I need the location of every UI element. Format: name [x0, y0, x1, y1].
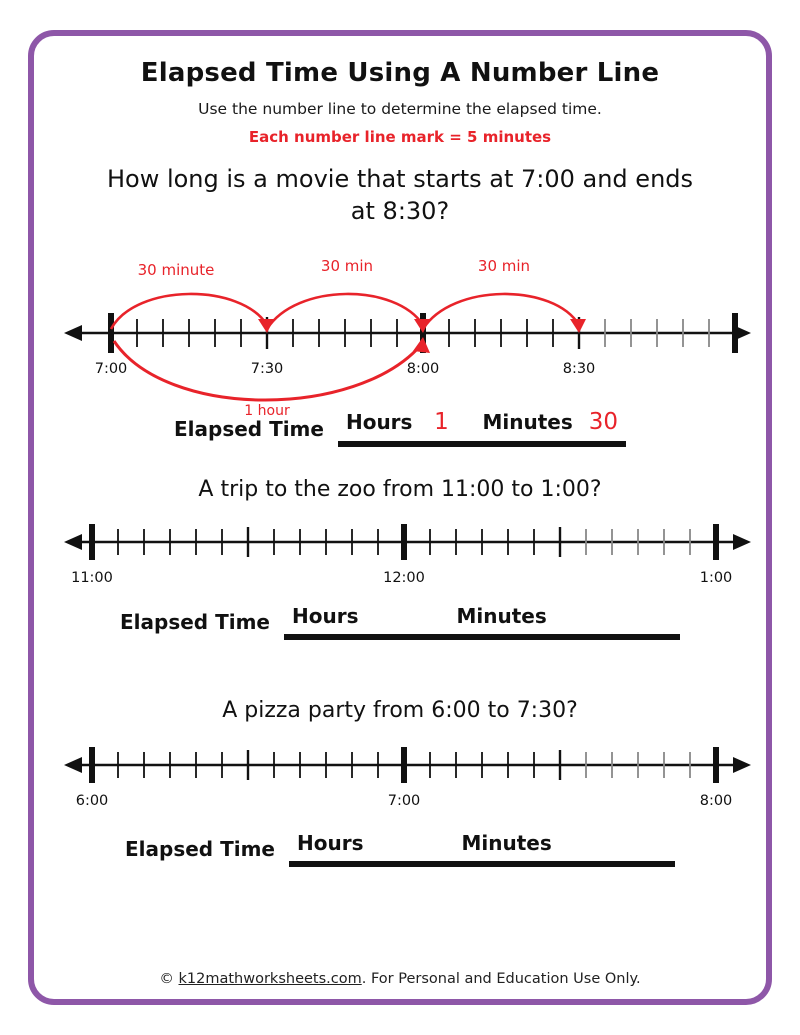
hours-field[interactable] — [292, 604, 400, 628]
elapsed-time-label: Elapsed Time — [173, 417, 324, 442]
tick-label: 7:00 — [387, 793, 421, 810]
tick-label: 8:00 — [406, 361, 440, 378]
hours-label: Hours — [345, 410, 413, 435]
number-line-svg-3 — [56, 735, 756, 815]
minutes-value[interactable]: 30 — [588, 409, 618, 436]
tick-label: 12:00 — [383, 570, 425, 587]
jump-label-2: 30 min — [320, 257, 374, 276]
number-line-svg-2 — [56, 512, 756, 592]
minutes-field[interactable] — [482, 409, 618, 435]
tick-label: 1:00 — [699, 570, 733, 587]
problem-1-answer-row — [56, 409, 744, 447]
footer-credit — [34, 971, 766, 987]
problem-3-number-line — [56, 735, 744, 815]
tick-label: 8:30 — [562, 361, 596, 378]
hours-field[interactable] — [297, 831, 405, 855]
elapsed-time-label: Elapsed Time — [125, 837, 275, 862]
hours-field[interactable] — [346, 409, 454, 435]
tick-label: 7:00 — [94, 361, 128, 378]
tick-label: 8:00 — [699, 793, 733, 810]
worksheet-page — [28, 30, 772, 1005]
tick-label: 11:00 — [71, 570, 113, 587]
minutes-label: Minutes — [482, 410, 573, 435]
problem-3-answer-row — [56, 831, 744, 867]
jump-label-1: 30 minute — [137, 261, 215, 280]
elapsed-time-label: Elapsed Time — [120, 610, 270, 635]
jump-label-3: 30 min — [477, 257, 531, 276]
copyright-symbol: © — [159, 971, 179, 987]
tick-label: 7:30 — [250, 361, 284, 378]
hours-value[interactable]: 1 — [434, 409, 449, 436]
hours-label: Hours — [291, 604, 359, 629]
scale-note: Each number line mark = 5 minutes — [248, 128, 552, 146]
problem-2-question: A trip to the zoo from 11:00 to 1:00? — [198, 477, 602, 503]
site-link[interactable]: k12mathworksheets.com — [178, 971, 362, 987]
footer-rest: . For Personal and Education Use Only. — [361, 971, 641, 987]
problem-2-answer-row — [56, 604, 744, 640]
problem-1-number-line — [56, 233, 744, 423]
problem-2-number-line — [56, 512, 744, 592]
instructions: Use the number line to determine the elapsed time. — [198, 100, 602, 118]
hours-label: Hours — [296, 831, 364, 856]
minutes-field[interactable] — [461, 831, 593, 855]
page-title: Elapsed Time Using A Number Line — [140, 58, 660, 88]
answer-box[interactable] — [338, 409, 626, 447]
answer-box[interactable] — [289, 831, 675, 867]
tick-label: 6:00 — [75, 793, 109, 810]
number-line-svg-1 — [56, 233, 756, 423]
minutes-label: Minutes — [456, 604, 547, 629]
problem-3-question: A pizza party from 6:00 to 7:30? — [222, 698, 578, 724]
minutes-label: Minutes — [461, 831, 552, 856]
problem-1-question: How long is a movie that starts at 7:00 and ends at 8:30? — [106, 165, 694, 225]
answer-box[interactable] — [284, 604, 680, 640]
jump-label-4: 1 hour — [244, 403, 290, 420]
minutes-field[interactable] — [456, 604, 588, 628]
